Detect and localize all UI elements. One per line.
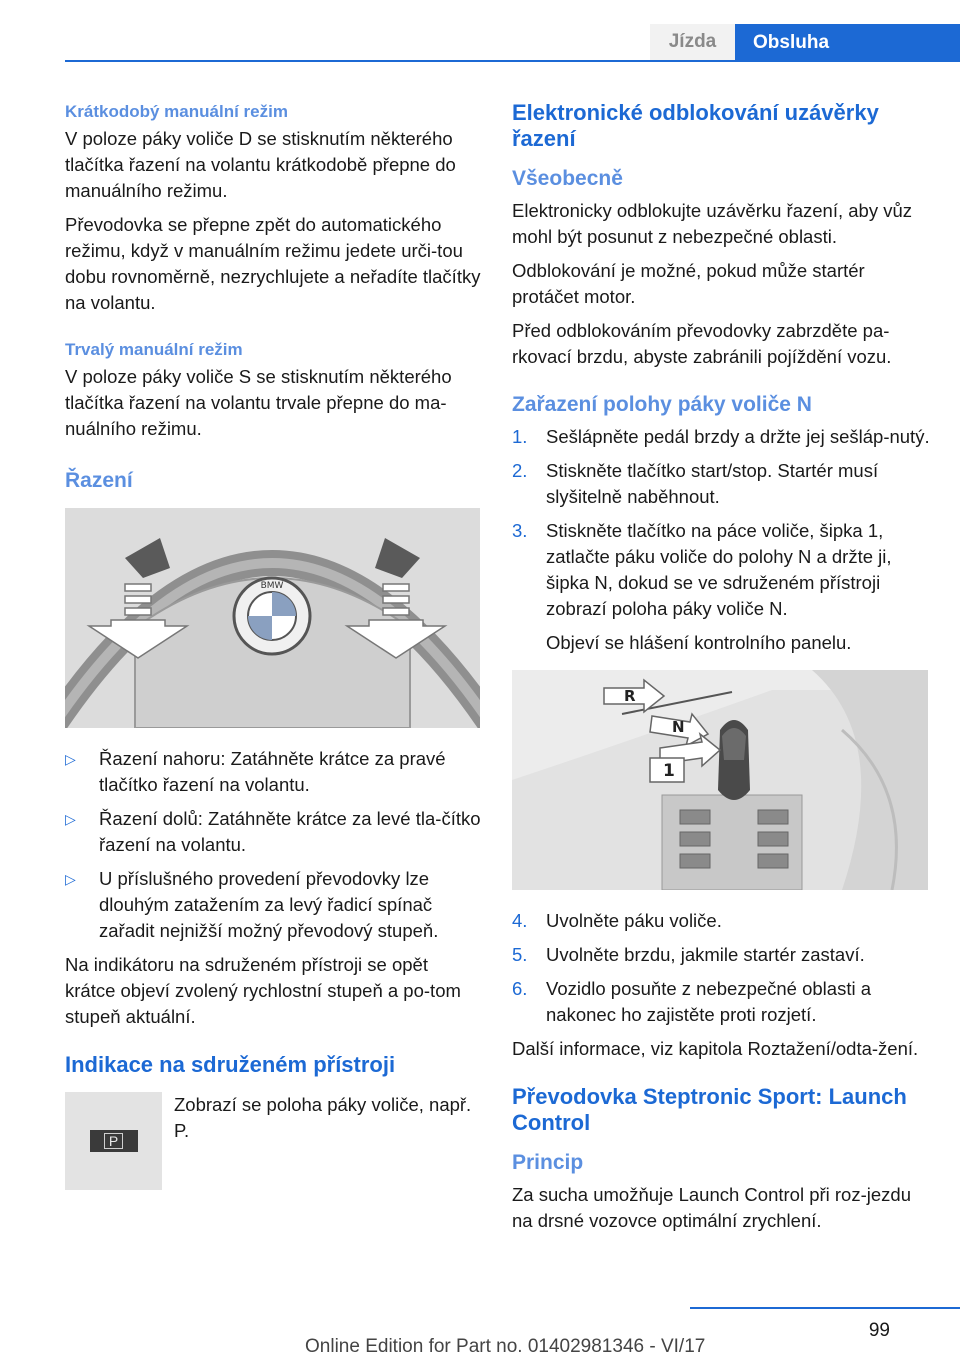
header-rule: [65, 60, 960, 62]
footer-edition: Online Edition for Part no. 01402981346 - VI/17: [305, 1336, 706, 1357]
bullet-marker: ▷: [65, 811, 76, 827]
paragraph: Odblokování je možné, pokud může startér protáčet motor.: [512, 260, 865, 307]
heading-kratkodoby: Krátkodobý manuální režim: [65, 102, 288, 121]
steering-wheel-figure: [65, 508, 480, 728]
paragraph: Za sucha umožňuje Launch Control při roz‐jezdu na drsné vozovce optimální zrychlení.: [512, 1184, 911, 1231]
steps-list-a: [512, 424, 930, 622]
tab-obsluha[interactable]: Obsluha: [735, 24, 960, 62]
heading-trvaly: Trvalý manuální režim: [65, 340, 243, 359]
gear-display-icon: [90, 1130, 138, 1152]
heading-zarazeni: Zařazení polohy páky voliče N: [512, 393, 812, 416]
step-note: Objeví se hlášení kontrolního panelu.: [546, 632, 852, 653]
arrow-1-label: 1: [663, 761, 675, 781]
list-item: ▷ U příslušného provedení převodovky lze dlouhým zatažením za levý řadicí spínač zařadit nejnižší možný převodový stupeň.: [65, 868, 439, 941]
heading-razeni: Řazení: [65, 469, 133, 492]
paragraph: Další informace, viz kapitola Roztažení/odta‐žení.: [512, 1038, 919, 1059]
heading-indikace: Indikace na sdruženém přístroji: [65, 1052, 396, 1077]
right-column: [512, 100, 930, 1242]
list-item: 4. Uvolněte páku voliče.: [512, 910, 722, 931]
steps-list-b: [512, 908, 930, 1028]
paragraph: Elektronicky odblokujte uzávěrku řazení, aby vůz mohl být posunut z nebezpečné oblasti.: [512, 200, 913, 247]
gear-selector-figure: [512, 670, 928, 890]
tab-jizda[interactable]: Jízda: [650, 24, 735, 60]
indicator-text: Zobrazí se poloha páky voliče, např. P.: [174, 1094, 472, 1141]
paragraph: Převodovka se přepne zpět do automatického režimu, když v manuálním režimu jedete urči‐tou dobu rovnoměrně, nezrychlujete a neřadíte tlačítky na volantu.: [65, 214, 481, 313]
gear-p-symbol: P: [104, 1133, 123, 1149]
heading-vseobecne: Všeobecně: [512, 167, 623, 190]
list-item: 1. Sešlápněte pedál brzdy a držte jej sešláp‐nutý.: [512, 426, 930, 447]
indicator-block: [65, 1092, 483, 1190]
list-item: ▷ Řazení dolů: Zatáhněte krátce za levé tla‐čítko řazení na volantu.: [65, 808, 481, 855]
paragraph: Před odblokováním převodovky zabrzděte pa‐rkovací brzdu, abyste zabránili pojíždění vozu.: [512, 320, 892, 367]
paragraph: V poloze páky voliče S se stisknutím některého tlačítka řazení na volantu trvale přepne do ma‐nuálního režimu.: [65, 366, 452, 439]
steering-wheel-illustration: [65, 508, 480, 728]
heading-princip: Princip: [512, 1151, 584, 1174]
wheel-logo-text: BMW: [260, 581, 284, 591]
footer-rule: [690, 1307, 960, 1309]
paragraph: Na indikátoru na sdruženém přístroji se opět krátce objeví zvolený rychlostní stupeň a po‐tom stupeň aktuální.: [65, 954, 461, 1027]
paragraph: V poloze páky voliče D se stisknutím některého tlačítka řazení na volantu krátkodobě přepne do manuálního režimu.: [65, 128, 456, 201]
list-item: 3. Stiskněte tlačítko na páce voliče, šipka 1, zatlačte páku voliče do polohy N a držte ji, šipka N, dokud se ve sdruženém přístroji zobrazí poloha páky voliče N.: [512, 520, 892, 619]
gear-indicator-image: [65, 1092, 162, 1190]
left-column: [65, 100, 483, 1190]
razeni-list: [65, 746, 483, 944]
gear-selector-illustration: [512, 670, 928, 890]
arrow-n-label: N: [672, 718, 685, 736]
list-item: 5. Uvolněte brzdu, jakmile startér zastaví.: [512, 944, 865, 965]
list-item: 2. Stiskněte tlačítko start/stop. Startér musí slyšitelně naběhnout.: [512, 460, 879, 507]
list-item: ▷ Řazení nahoru: Zatáhněte krátce za pravé tlačítko řazení na volantu.: [65, 748, 446, 795]
bullet-marker: ▷: [65, 751, 76, 767]
page-number: 99: [868, 1320, 890, 1341]
heading-elektronicke: Elektronické odblokování uzávěrky řazení: [512, 100, 879, 151]
bullet-marker: ▷: [65, 871, 76, 887]
list-item: 6. Vozidlo posuňte z nebezpečné oblasti a nakonec ho zajistěte proti rozjetí.: [512, 978, 872, 1025]
arrow-r-label: R: [624, 687, 636, 705]
heading-steptronic: Převodovka Steptronic Sport: Launch Control: [512, 1084, 907, 1135]
